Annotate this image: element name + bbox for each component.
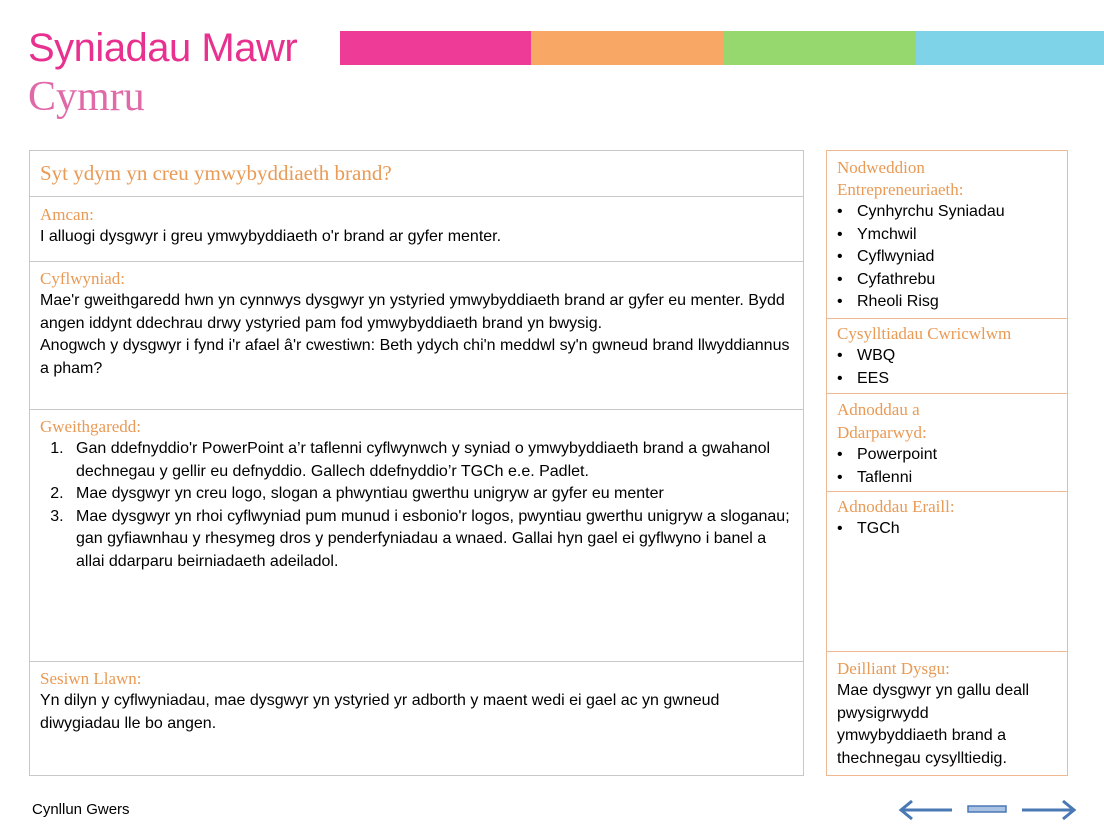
- outcome-section: [827, 651, 1067, 775]
- resources-label: Adnoddau a Ddarparwyd:: [837, 400, 927, 442]
- features-list: [837, 201, 1057, 314]
- aim-section: [30, 196, 803, 261]
- list-item: • Cyflwyniad: [857, 246, 1057, 269]
- home-button[interactable]: [966, 796, 1008, 824]
- intro-label: Cyflwyniad:: [40, 269, 125, 288]
- prev-button[interactable]: [898, 796, 954, 824]
- plenary-label: Sesiwn Llawn:: [40, 669, 142, 688]
- other-resources-section: [827, 491, 1067, 651]
- resources-list: [837, 444, 1057, 489]
- list-item: • Rheoli Risg: [857, 291, 1057, 314]
- other-resources-list: [837, 518, 1057, 541]
- list-item: • Taflenni: [857, 467, 1057, 490]
- aim-text: I alluogi dysgwyr i greu ymwybyddiaeth o'r brand ar gyfer menter.: [40, 228, 502, 245]
- activity-item: 3. Mae dysgwyr yn rhoi cyflwyniad pum munud i esbonio'r logos, pwyntiau gwerthu unigryw a sloganau; gan gyfiawnhau y rhesymeg dros y penderfyniadau a wnaed. Gallai hyn gael ei gyflwyno i banel a allai ddarparu beirniadaeth adeiladol.: [68, 506, 793, 574]
- plenary-text: Yn dilyn y cyflwyniadau, mae dysgwyr yn ystyried yr adborth y maent wedi ei gael ac yn gwneud diwygiadau lle bo angen.: [40, 692, 720, 732]
- question-section: [30, 151, 803, 196]
- curriculum-list: [837, 345, 1057, 390]
- curriculum-label: Cysylltiadau Cwricwlwm: [837, 324, 1012, 343]
- stripe-green: [724, 31, 916, 65]
- plenary-section: [30, 661, 803, 775]
- lesson-panel: [29, 150, 804, 776]
- features-label: Nodweddion Entrepreneuriaeth:: [837, 158, 964, 199]
- home-bar-icon: [966, 796, 1008, 824]
- list-item: • TGCh: [857, 518, 1057, 541]
- curriculum-section: [827, 318, 1067, 393]
- features-section: [827, 151, 1067, 318]
- other-resources-label: Adnoddau Eraill:: [837, 497, 955, 516]
- stripe-orange: [531, 31, 724, 65]
- list-item: • Cynhyrchu Syniadau: [857, 201, 1057, 224]
- list-item: • Ymchwil: [857, 224, 1057, 247]
- arrow-right-icon: [1020, 796, 1078, 824]
- outcome-text: Mae dysgwyr yn gallu deall pwysigrwydd ymwybyddiaeth brand a thechnegau cysylltiedig.: [837, 682, 1030, 767]
- resources-section: [827, 393, 1067, 491]
- brand-subtitle: Cymru: [28, 74, 145, 120]
- activity-item: 1. Gan ddefnyddio'r PowerPoint a’r taflenni cyflwynwch y syniad o ymwybyddiaeth brand a gwahanol dechnegau y gellir eu defnyddio. Gallech ddefnyddio’r TGCh e.e. Padlet.: [68, 438, 793, 483]
- activity-label: Gweithgaredd:: [40, 417, 142, 436]
- intro-section: [30, 261, 803, 409]
- next-button[interactable]: [1020, 796, 1078, 824]
- activity-section: [30, 409, 803, 661]
- stripe-blue: [916, 31, 1104, 65]
- intro-text: Mae'r gweithgaredd hwn yn cynnwys dysgwyr yn ystyried ymwybyddiaeth brand ar gyfer eu menter. Bydd angen iddynt ddechrau drwy ystyried pam fod ymwybyddiaeth brand yn bwysig.: [40, 292, 785, 332]
- outcome-label: Deilliant Dysgu:: [837, 659, 950, 678]
- list-item: • EES: [857, 368, 1057, 391]
- list-item: • Cyfathrebu: [857, 269, 1057, 292]
- list-item: • WBQ: [857, 345, 1057, 368]
- brand-title: Syniadau Mawr: [28, 26, 298, 70]
- intro-question: Anogwch y dysgwyr i fynd i'r afael â'r cwestiwn: Beth ydych chi'n meddwl sy'n gwneud brand llwyddiannus a pham?: [40, 337, 790, 377]
- lesson-question: Syt ydym yn creu ymwybyddiaeth brand?: [40, 161, 392, 185]
- stripe-pink: [340, 31, 531, 65]
- activity-list: [40, 438, 793, 573]
- aim-label: Amcan:: [40, 205, 94, 224]
- list-item: • Powerpoint: [857, 444, 1057, 467]
- sidebar-panel: [826, 150, 1068, 776]
- footer-label: Cynllun Gwers: [32, 801, 130, 818]
- activity-item: 2. Mae dysgwyr yn creu logo, slogan a phwyntiau gwerthu unigryw ar gyfer eu menter: [68, 483, 793, 506]
- arrow-left-icon: [898, 796, 954, 824]
